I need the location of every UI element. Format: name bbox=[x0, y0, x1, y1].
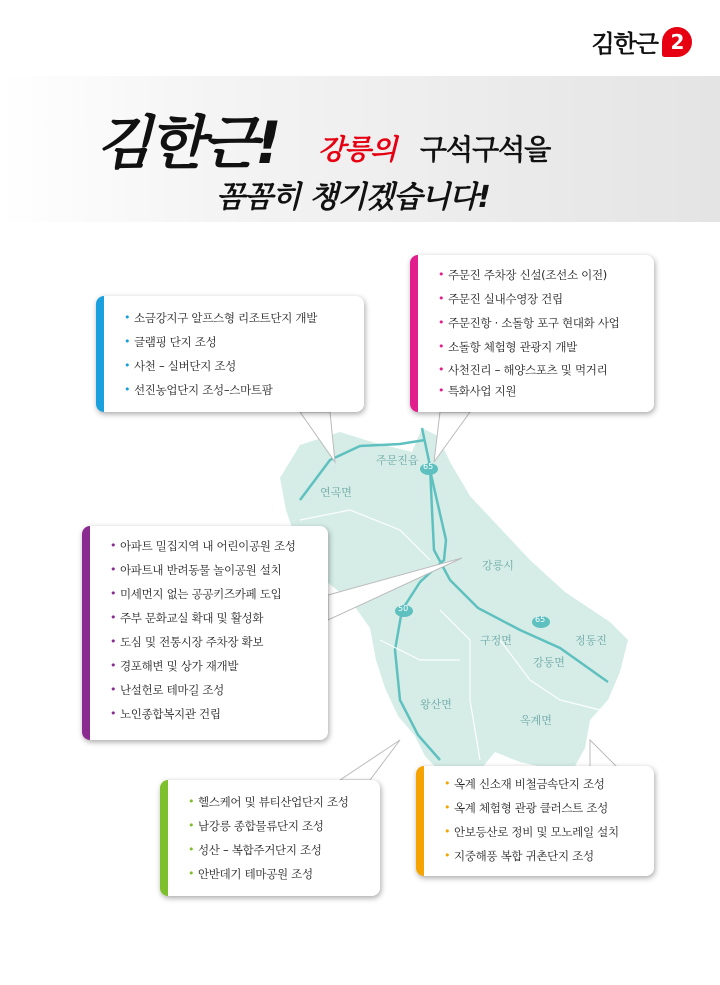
list-item: • 안반데기 테마공원 조성 bbox=[188, 862, 370, 886]
map-label-okgye: 옥계면 bbox=[520, 714, 552, 727]
card-list bbox=[110, 534, 318, 726]
map-label-yeongok: 연곡면 bbox=[320, 486, 352, 499]
card-city bbox=[82, 526, 328, 740]
list-item: • 남강릉 종합물류단지 조성 bbox=[188, 814, 370, 838]
card-accent-bar bbox=[82, 526, 90, 740]
list-item: • 성산 – 복합주거단지 조성 bbox=[188, 838, 370, 862]
title-highlight: 강릉의 bbox=[318, 133, 397, 166]
map-label-jeongdongjin: 정동진 bbox=[575, 634, 607, 647]
road-number-50: 50 bbox=[398, 604, 409, 613]
card-jumunjin bbox=[410, 255, 654, 412]
list-item: • 주문진 주차장 신설(조선소 이전) bbox=[438, 263, 644, 287]
list-item: • 글램핑 단지 조성 bbox=[124, 330, 354, 354]
list-item: • 노인종합복지관 건립 bbox=[110, 702, 318, 726]
road-number-65b: 65 bbox=[535, 615, 546, 624]
logo-name: 김한근 bbox=[591, 30, 658, 58]
map-label-jumunjin: 주문진읍 bbox=[376, 454, 419, 467]
list-item: • 도심 및 전통시장 주차장 확보 bbox=[110, 630, 318, 654]
list-item: • 소금강지구 알프스형 리조트단지 개발 bbox=[124, 306, 354, 330]
road-number-65a: 65 bbox=[423, 462, 434, 471]
title-rest: 구석구석을 bbox=[420, 133, 551, 166]
title-main: 김한근! bbox=[96, 109, 279, 177]
card-accent-bar bbox=[416, 766, 424, 876]
list-item: • 안보등산로 정비 및 모노레일 설치 bbox=[444, 820, 644, 844]
list-item: • 소돌항 체험형 관광지 개발 bbox=[438, 335, 644, 359]
list-item: • 난설헌로 테마길 조성 bbox=[110, 678, 318, 702]
list-item: • 주부 문화교실 확대 및 활성화 bbox=[110, 606, 318, 630]
map-label-gangdong: 강동면 bbox=[533, 656, 565, 669]
list-item: • 사천진리 – 해양스포츠 및 먹거리 bbox=[438, 359, 644, 381]
card-accent-bar bbox=[410, 255, 418, 412]
card-yeongok bbox=[96, 296, 364, 412]
logo-number-badge: 2 bbox=[662, 27, 692, 57]
list-item: • 경포해변 및 상가 재개발 bbox=[110, 654, 318, 678]
card-accent-bar bbox=[96, 296, 104, 412]
card-okgye bbox=[416, 766, 654, 876]
card-list bbox=[124, 306, 354, 402]
list-item: • 사천 – 실버단지 조성 bbox=[124, 354, 354, 378]
list-item: • 아파트 밀집지역 내 어린이공원 조성 bbox=[110, 534, 318, 558]
list-item: • 지중해풍 복합 귀촌단지 조성 bbox=[444, 844, 644, 868]
list-item: • 미세먼지 없는 공공키즈카페 도입 bbox=[110, 582, 318, 606]
card-wangsan bbox=[160, 780, 380, 896]
card-list bbox=[444, 772, 644, 868]
list-item: • 선진농업단지 조성–스마트팜 bbox=[124, 378, 354, 402]
title-line2: 꼼꼼히 챙기겠습니다! bbox=[216, 180, 490, 215]
list-item: • 옥계 체험형 관광 클러스트 조성 bbox=[444, 796, 644, 820]
list-item: • 옥계 신소재 비철금속단지 조성 bbox=[444, 772, 644, 796]
list-item: • 헬스케어 및 뷰티산업단지 조성 bbox=[188, 790, 370, 814]
map-label-wangsan: 왕산면 bbox=[420, 698, 452, 711]
list-item: • 주문진 실내수영장 건립 bbox=[438, 287, 644, 311]
card-accent-bar bbox=[160, 780, 168, 896]
list-item: • 주문진항 · 소돌항 포구 현대화 사업 bbox=[438, 311, 644, 335]
card-list bbox=[188, 790, 370, 886]
list-item: • 특화사업 지원 bbox=[438, 381, 644, 401]
map-label-gujeong: 구정면 bbox=[480, 634, 512, 647]
card-list bbox=[438, 263, 644, 401]
list-item: • 아파트내 반려동물 놀이공원 설치 bbox=[110, 558, 318, 582]
map-label-gangneung: 강릉시 bbox=[482, 559, 514, 572]
